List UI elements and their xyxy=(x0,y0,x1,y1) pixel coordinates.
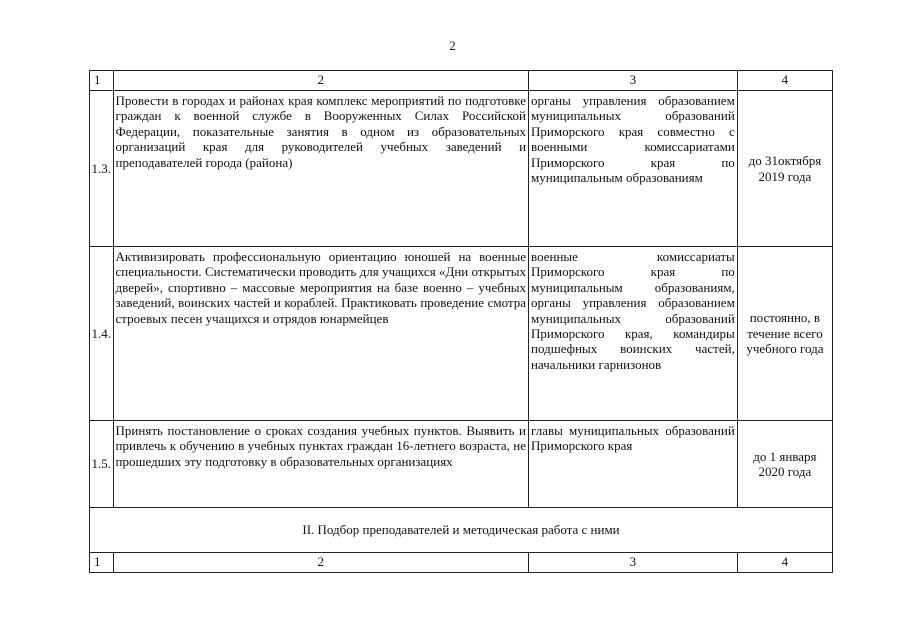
term-cell: постоянно, в течение всего учебного года xyxy=(737,247,832,421)
table-footer-header-row xyxy=(90,553,833,573)
header-cell-1: 1 xyxy=(90,71,114,91)
row-number: 1.3. xyxy=(90,91,114,247)
executor-cell: военные комиссариаты Приморского края по муниципальным образованиям, органы управления образованием муниципальных образований Приморского края, командиры подшефных воинских частей, начальники гарнизонов xyxy=(529,247,738,421)
task-cell: Провести в городах и районах края комплекс мероприятий по подготовке граждан к военной службе в Вооруженных Силах Российской Федерации, показательные занятия в одном из образовательных организаций края для руководителей учебных заведений и преподавателей города (района) xyxy=(113,91,529,247)
page-number: 2 xyxy=(449,38,456,53)
table-row xyxy=(90,421,833,508)
task-cell: Активизировать профессиональную ориентацию юношей на военные специальности. Систематически проводить для учащихся «Дни открытых дверей», спортивно – массовые мероприятия на базе военно – учебных заведений, воинских частей и кораблей. Практиковать проведение смотра строевых песен учащихся и отрядов юнармейцев xyxy=(113,247,529,421)
term-cell: до 1 января 2020 года xyxy=(737,421,832,508)
footer-header-cell-4: 4 xyxy=(737,553,832,573)
row-number: 1.4. xyxy=(90,247,114,421)
executor-cell: главы муниципальных образований Приморского края xyxy=(529,421,738,508)
footer-header-cell-2: 2 xyxy=(113,553,529,573)
row-number: 1.5. xyxy=(90,421,114,508)
footer-header-cell-3: 3 xyxy=(529,553,738,573)
header-cell-4: 4 xyxy=(737,71,832,91)
task-cell: Принять постановление о сроках создания учебных пунктов. Выявить и привлечь к обучению в учебных пунктах граждан 16-летнего возраста, не прошедших эту подготовку в образовательных организациях xyxy=(113,421,529,508)
table-header-row xyxy=(90,71,833,91)
header-cell-3: 3 xyxy=(529,71,738,91)
table-row xyxy=(90,247,833,421)
footer-header-cell-1: 1 xyxy=(90,553,114,573)
section-row xyxy=(90,508,833,553)
term-cell: до 31октября 2019 года xyxy=(737,91,832,247)
section-title: II. Подбор преподавателей и методическая работа с ними xyxy=(90,508,833,553)
executor-cell: органы управления образованием муниципальных образований Приморского края совместно с военными комиссариатами Приморского края по муниципальным образованиям xyxy=(529,91,738,247)
plan-table xyxy=(89,70,833,573)
table-row xyxy=(90,91,833,247)
header-cell-2: 2 xyxy=(113,71,529,91)
